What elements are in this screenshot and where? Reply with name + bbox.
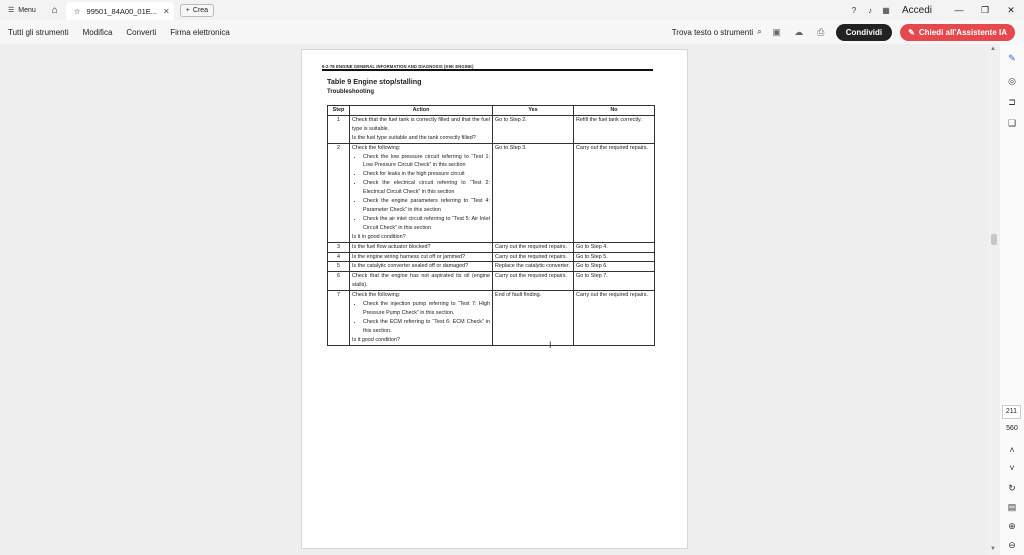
total-pages: 560 [1006, 425, 1018, 432]
list-item: • Check the low pressure circuit referring to “Test 1: Low Pressure Circuit Check” in this section [363, 153, 490, 171]
find-tools-button[interactable] [672, 27, 762, 37]
column-header: Yes [493, 106, 574, 116]
find-label: Trova testo o strumenti [671, 27, 754, 37]
column-header: Step [328, 106, 350, 116]
troubleshooting-table [327, 105, 655, 346]
share-button[interactable]: Condividi [836, 24, 892, 41]
title-bar [0, 0, 1024, 20]
no-cell: Refill the fuel tank correctly. [574, 115, 655, 143]
list-item: • Check the air inlet circuit referring to “Test 5: Air Inlet Circuit Check” in this section [363, 215, 490, 233]
table-row [328, 143, 655, 242]
step-cell: 1 [328, 115, 350, 143]
header-rule [322, 69, 653, 71]
text-cursor-icon: I [549, 340, 552, 350]
action-cell [350, 291, 493, 345]
close-tab-icon[interactable]: ✕ [163, 6, 170, 16]
zoom-in-icon[interactable]: ⊕ [1008, 521, 1016, 531]
step-cell: 6 [328, 272, 350, 291]
document-viewport[interactable] [0, 44, 988, 555]
no-cell: Go to Step 6. [574, 262, 655, 272]
list-item: • Check the injection pump referring to “Test 7: High Pressure Pump Check” in this section. [363, 300, 490, 318]
action-bullet-list [363, 300, 490, 336]
step-cell: 7 [328, 291, 350, 345]
action-cell: Is the engine wiring harness cut off or jammed? [350, 252, 493, 262]
table-row [328, 115, 655, 143]
upload-cloud-icon[interactable]: ☁ [794, 26, 804, 37]
scroll-up-icon[interactable]: ▲ [990, 46, 996, 52]
main-toolbar [0, 20, 1024, 44]
yes-cell: End of fault finding. [493, 291, 574, 345]
step-cell: 2 [328, 143, 350, 242]
comment-icon[interactable]: ◎ [1008, 76, 1016, 86]
apps-grid-icon[interactable]: ▦ [882, 5, 890, 15]
action-cell [350, 143, 493, 242]
menu-label: Menu [18, 6, 36, 14]
action-text: Check that the fuel tank is correctly filled and that the fuel type is suitable. [352, 116, 490, 132]
yes-cell: Carry out the required repairs. [493, 272, 574, 291]
toolbar-item-edit[interactable]: Modifica [82, 27, 113, 37]
list-item: • Check the electrical circuit referring to “Test 2: Electrical Circuit Check” in this section [363, 179, 490, 197]
column-header: No [574, 106, 655, 116]
no-cell: Carry out the required repairs. [574, 291, 655, 345]
star-icon[interactable]: ☆ [73, 6, 81, 16]
scroll-thumb[interactable] [991, 234, 997, 245]
column-header: Action [350, 106, 493, 116]
tab-title: 99501_84A00_01E... [86, 6, 158, 16]
table-header-row [328, 106, 655, 116]
step-cell: 3 [328, 242, 350, 252]
table-row [328, 252, 655, 262]
table-row [328, 272, 655, 291]
action-cell: Is the fuel flow actuator blocked? [350, 242, 493, 252]
yes-cell: Carry out the required repairs. [493, 252, 574, 262]
chevron-down-icon[interactable]: ˅ [1009, 463, 1015, 473]
close-window-icon[interactable]: ✕ [1007, 4, 1015, 15]
ai-assistant-button[interactable] [900, 24, 1015, 41]
action-bullet-list [363, 153, 490, 233]
list-item: • Check the ECM referring to “Test 6: ECM Check” in this section. [363, 318, 490, 336]
action-text: Is it good condition? [352, 336, 400, 343]
action-text: Check the following: [352, 292, 401, 299]
document-tab[interactable] [66, 2, 174, 20]
right-sidebar [1000, 44, 1024, 555]
bookmark-icon[interactable]: ⊐ [1008, 97, 1016, 107]
action-text: Is the fuel type suitable and the tank correctly filled? [352, 134, 476, 141]
toolbar-item-e-sign[interactable]: Firma elettronica [170, 27, 230, 37]
page-fit-icon[interactable]: ▤ [1007, 502, 1017, 512]
step-cell: 4 [328, 252, 350, 262]
zoom-out-icon[interactable]: ⊖ [1008, 540, 1016, 550]
vertical-scrollbar[interactable] [988, 44, 1000, 555]
home-icon[interactable]: ⌂ [51, 4, 58, 16]
step-cell: 5 [328, 262, 350, 272]
yes-cell: Go to Step 2. [493, 115, 574, 143]
sign-in-button[interactable]: Accedi [901, 4, 932, 16]
yes-cell: Go to Step 3. [493, 143, 574, 242]
action-cell: Check that the engine has not aspirated its oil (engine stalls). [350, 272, 493, 291]
pdf-page [301, 49, 688, 549]
pages-icon[interactable]: ❏ [1007, 118, 1017, 128]
toolbar-item-all-tools[interactable]: Tutti gli strumenti [8, 27, 69, 37]
hamburger-icon: ☰ [8, 7, 15, 14]
scroll-down-icon[interactable]: ▼ [990, 546, 996, 552]
no-cell: Go to Step 5. [574, 252, 655, 262]
edit-text-icon[interactable]: ✎ [1008, 53, 1016, 63]
action-text: Check the following: [352, 144, 401, 151]
current-page-input[interactable]: 211 [1002, 405, 1021, 419]
yes-cell: Carry out the required repairs. [493, 242, 574, 252]
list-item: • Check for leaks in the high pressure circuit [363, 170, 490, 179]
no-cell: Go to Step 4. [574, 242, 655, 252]
bell-icon[interactable]: ♪ [867, 5, 872, 15]
table-row [328, 262, 655, 272]
ai-chat-icon: ✎ [908, 27, 915, 37]
toolbar-item-convert[interactable]: Converti [126, 27, 157, 37]
new-tab-button[interactable] [180, 4, 214, 17]
table-row [328, 291, 655, 345]
action-cell: Is the catalytic converter sealed off or damaged? [350, 262, 493, 272]
help-icon[interactable]: ? [851, 5, 857, 15]
action-cell [350, 115, 493, 143]
ai-assistant-label: Chiedi all'Assistente IA [918, 27, 1007, 37]
print-icon[interactable]: ⎙ [817, 26, 825, 37]
yes-cell: Replace the catalytic converter. [493, 262, 574, 272]
menu-button[interactable] [0, 0, 44, 20]
save-icon[interactable]: ▣ [772, 26, 781, 37]
action-text: Is it in good condition? [352, 233, 406, 240]
plus-icon: + [185, 6, 190, 14]
table-subtitle: Troubleshooting [327, 89, 374, 95]
no-cell: Carry out the required repairs. [574, 143, 655, 242]
minimize-icon[interactable]: — [954, 5, 964, 15]
list-item: • Check the engine parameters referring to “Test 4: Parameter Check” in this section [363, 197, 490, 215]
search-icon: ⌕ [757, 27, 762, 36]
table-title: Table 9 Engine stop/stalling [327, 77, 422, 86]
table-row [328, 242, 655, 252]
chevron-up-icon[interactable]: ˄ [1009, 445, 1015, 455]
restore-icon[interactable]: ❐ [980, 4, 990, 15]
page-header: 6-2-78 ENGINE GENERAL INFORMATION AND DIAGNOSIS (K9K ENGINE) [322, 64, 474, 69]
new-tab-label: Crea [192, 6, 209, 14]
no-cell: Go to Step 7. [574, 272, 655, 291]
refresh-icon[interactable]: ↻ [1008, 483, 1016, 493]
